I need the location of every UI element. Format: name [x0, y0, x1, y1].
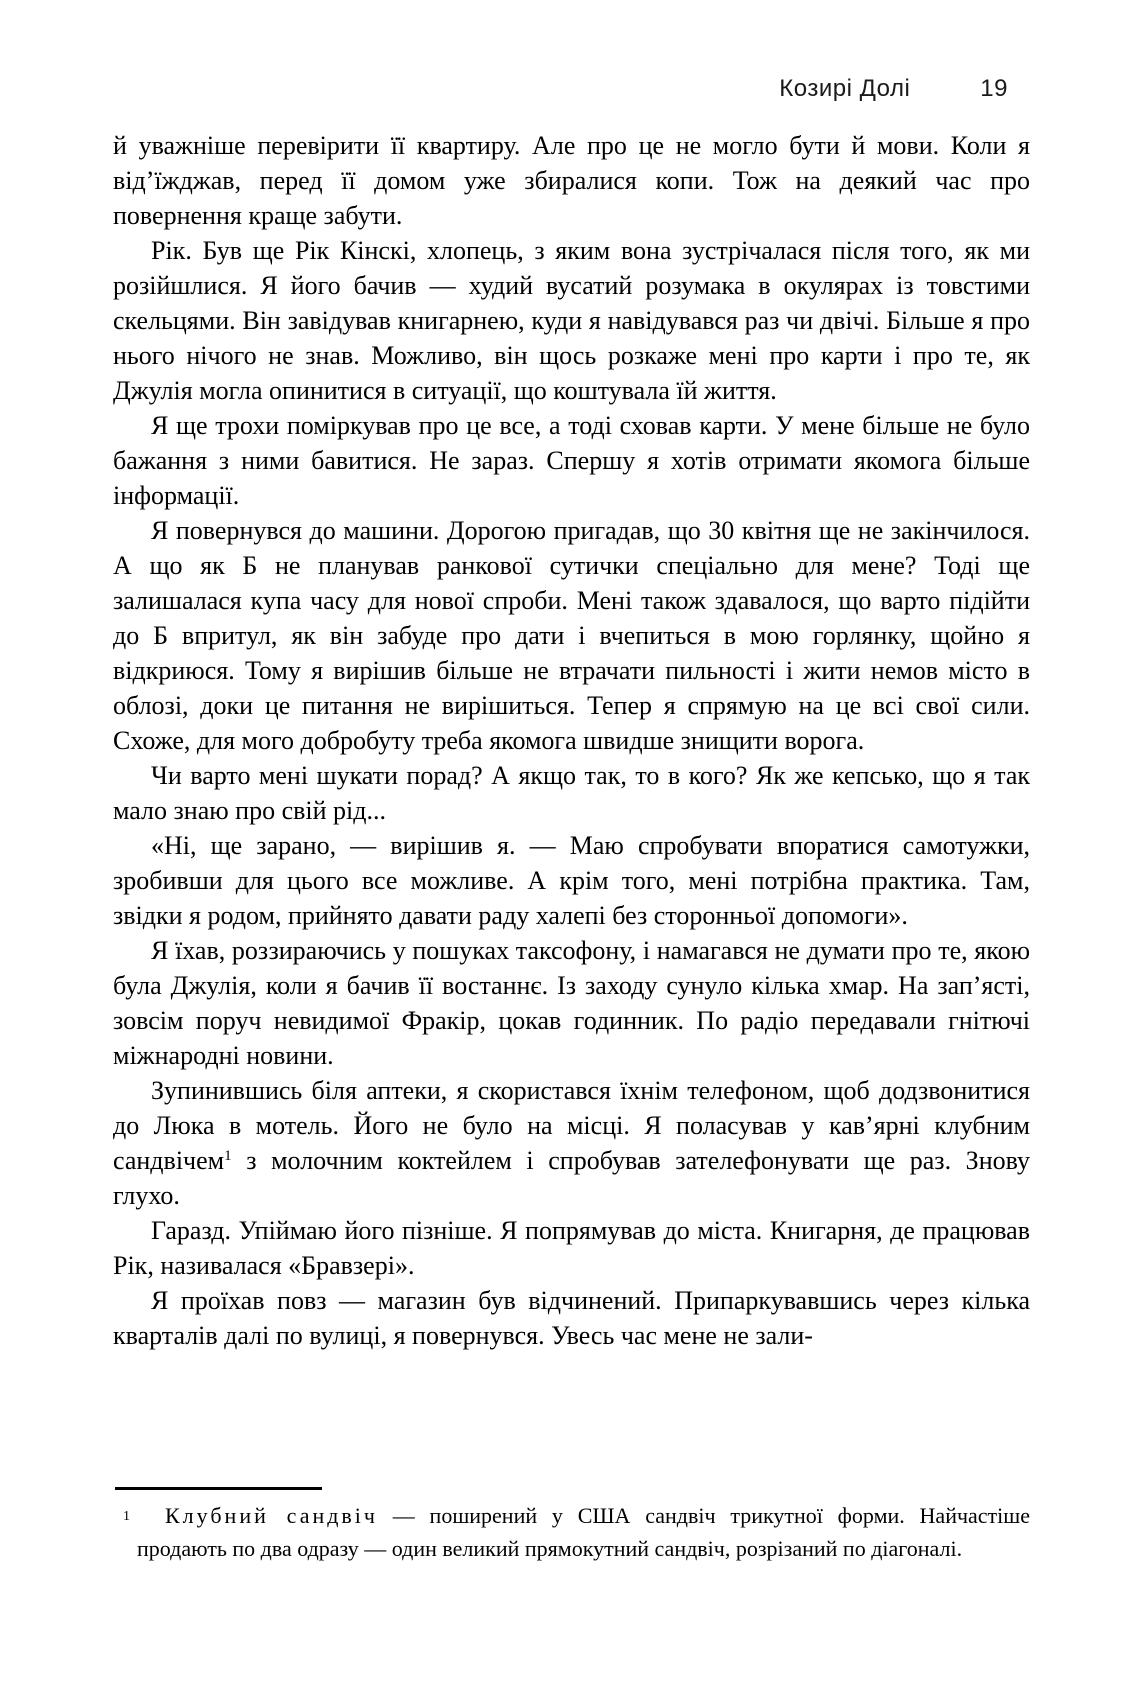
footnote-term: Клубний сандвіч: [165, 1503, 378, 1528]
body-text: [113, 128, 1030, 1353]
footnote: [113, 1499, 1030, 1565]
running-title: Козирі Долі: [779, 75, 911, 102]
footnote-marker: 1: [123, 1509, 130, 1524]
page-header: [113, 76, 1030, 102]
paragraph: Гаразд. Упіймаю його пізніше. Я попрямував до міста. Книгарня, де працював Рік, називалася «Бравзері».: [113, 1216, 1030, 1280]
paragraph: Я проїхав повз — магазин був відчинений. Припаркувавшись через кілька кварталів далі по вулиці, я повернувся. Увесь час мене не зали-: [113, 1286, 1030, 1350]
footnote-text: — поширений у США сандвіч трикутної форми. Найчастіше продають по два одразу — один великий прямокутний сандвіч, розрізаний по діагоналі.: [137, 1503, 1030, 1561]
paragraph-text: з молочним коктейлем і спробував зателефонувати ще раз. Знову глухо.: [113, 1146, 1030, 1210]
page-number: 19: [980, 75, 1008, 102]
footnote-section: [113, 1487, 1030, 1565]
paragraph: Я ще трохи поміркував про це все, а тоді сховав карти. У мене більше не було бажання з ними бавитися. Не зараз. Спершу я хотів отримати якомога більше інформації.: [113, 411, 1030, 510]
paragraph: Чи варто мені шукати порад? А якщо так, то в кого? Як же кепсько, що я так мало знаю про свій рід...: [113, 761, 1030, 825]
paragraph: Рік. Був ще Рік Кінскі, хлопець, з яким вона зустрічалася після того, як ми розійшлися. Я його бачив — худий вусатий розумака в окулярах із товстими скельцями. Він завідував книгарнею, куди я навідувався раз чи двічі. Більше я про нього нічого не знав. Можливо, він щось розкаже мені про карти і про те, як Джулія могла опинитися в ситуації, що коштувала їй життя.: [113, 236, 1030, 405]
paragraph: й уважніше перевірити її квартиру. Але про це не могло бути й мови. Коли я від’їжджав, перед її домом уже збиралися копи. Тож на деякий час про повернення краще забути.: [113, 131, 1030, 230]
paragraph-with-footnote-ref: [113, 1073, 1030, 1213]
footnote-reference: 1: [224, 1148, 232, 1164]
paragraph: «Ні, ще зарано, — вирішив я. — Маю спробувати впоратися самотужки, зробивши для цього все можливе. А крім того, мені потрібна практика. Там, звідки я родом, прийнято давати раду халепі без сторонньої допомоги».: [113, 831, 1030, 930]
paragraph: Я їхав, роззираючись у пошуках таксофону, і намагався не думати про те, якою була Джулія, коли я бачив її востаннє. Із заходу сунуло кілька хмар. На зап’ясті, зовсім поруч невидимої Фракір, цокав годинник. По радіо передавали гнітючі міжнародні новини.: [113, 936, 1030, 1070]
paragraph-text: Зупинившись біля аптеки, я скористався їхнім телефоном, щоб додзвонитися до Люка в мотель. Його не було на місці. Я поласував у кав’ярні клубним сандвічем: [113, 1076, 1030, 1175]
footnote-divider: [115, 1487, 322, 1490]
paragraph: Я повернувся до машини. Дорогою пригадав, що 30 квітня ще не закінчилося. А що як Б не планував ранкової сутички спеціально для мене? Тоді ще залишалася купа часу для нової спроби. Мені також здавалося, що варто підійти до Б впритул, як він забуде про дати і вчепиться в мою горлянку, щойно я відкриюся. Тому я вирішив більше не втрачати пильності і жити немов місто в облозі, доки це питання не вирішиться. Тепер я спрямую на це всі свої сили. Схоже, для мого добробуту треба якомога швидше знищити ворога.: [113, 516, 1030, 755]
